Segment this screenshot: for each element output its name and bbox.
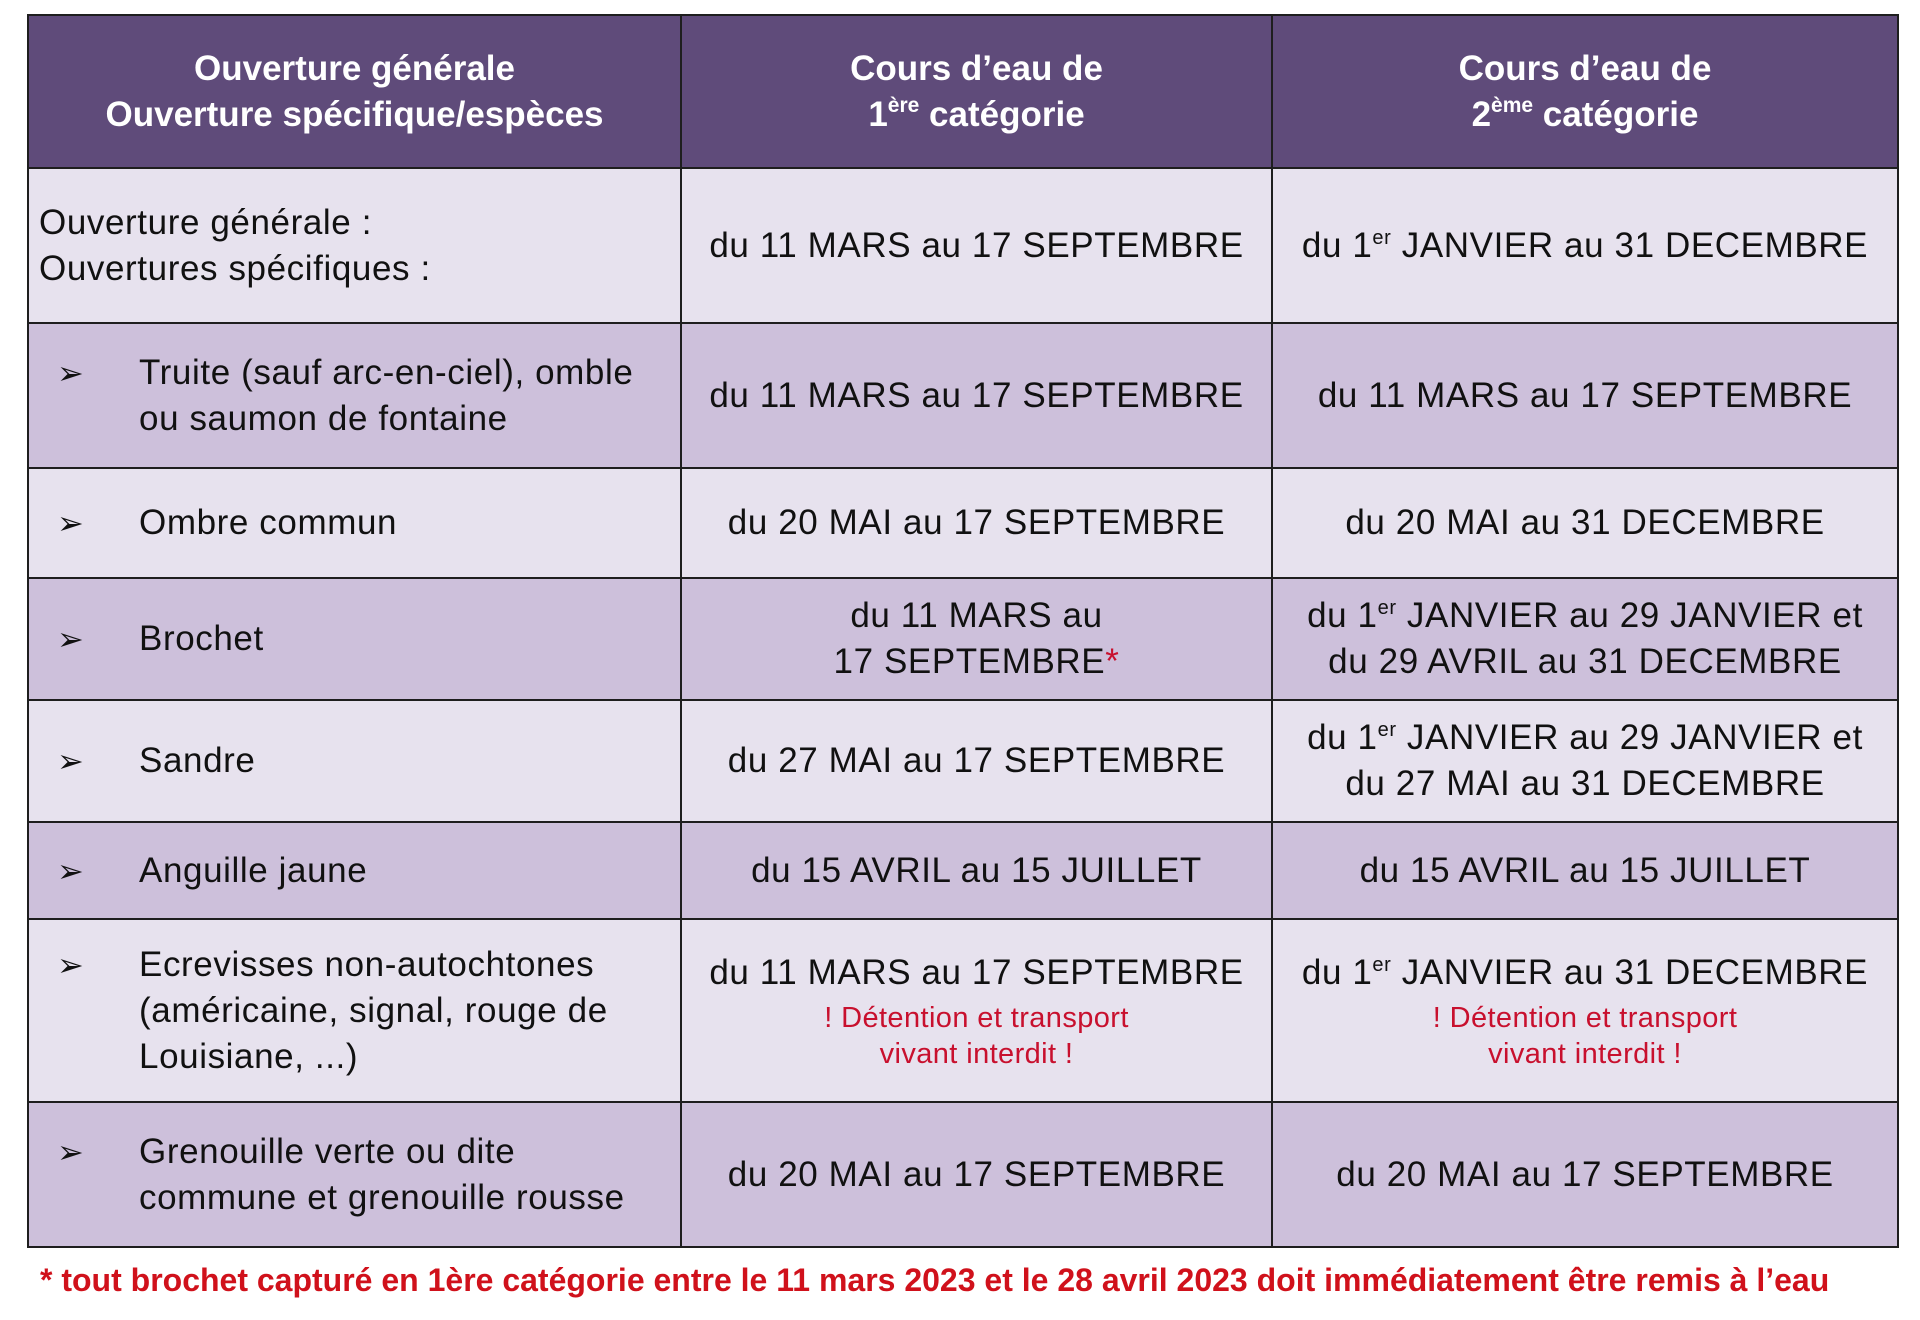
bullet-arrow-icon: ➢ [57, 354, 85, 391]
cat2-warning-text [1273, 1000, 1897, 1072]
table-row-grenouille [28, 1102, 1898, 1247]
cat2-period [1272, 578, 1898, 700]
fishing-opening-table [27, 14, 1899, 1248]
cat2-pre: du 1 [1307, 596, 1378, 635]
species-name-line2: ou saumon de fontaine [139, 398, 508, 438]
header-cat2-line1: Cours d’eau de [1458, 48, 1712, 88]
cat1-period-line2: 17 SEPTEMBRE [833, 642, 1106, 681]
table-row-anguille [28, 822, 1898, 919]
cat2-post: JANVIER au 31 DECEMBRE [1391, 952, 1869, 992]
cat1-period: du 20 MAI au 17 SEPTEMBRE [681, 1102, 1272, 1247]
cat2-period: du 20 MAI au 31 DECEMBRE [1272, 468, 1898, 578]
cat1-period [681, 578, 1272, 700]
species-cell [28, 919, 681, 1102]
cat2-period: du 11 MARS au 17 SEPTEMBRE [1272, 323, 1898, 468]
header-cat1-word: catégorie [929, 94, 1085, 134]
table-row-sandre [28, 700, 1898, 822]
cat1-period-line1: du 11 MARS au [850, 596, 1103, 635]
cat2-pre: du 1 [1307, 718, 1378, 757]
cat1-period: du 20 MAI au 17 SEPTEMBRE [681, 468, 1272, 578]
table-row-ecrevisses [28, 919, 1898, 1102]
general-cat2-pre: du 1 [1301, 225, 1373, 265]
warning-line1: ! Détention et transport [824, 1001, 1129, 1034]
bullet-arrow-icon: ➢ [57, 852, 85, 889]
header-cat2-word: catégorie [1542, 94, 1699, 134]
warning-line2: vivant interdit ! [1488, 1037, 1682, 1070]
bullet-arrow-icon: ➢ [57, 505, 85, 541]
footnote-brochet: * tout brochet capturé en 1ère catégorie entre le 11 mars 2023 et le 28 avril 2023 doit immédiatement être remis à l’eau [40, 1262, 1830, 1298]
species-name-line1: Truite (sauf arc-en-ciel), omble [139, 352, 634, 392]
cat2-period-line2: du 27 MAI au 31 DECEMBRE [1345, 764, 1825, 803]
header-opening-line2: Ouverture spécifique/espèces [105, 94, 604, 134]
header-opening-line1: Ouverture générale [194, 48, 515, 88]
cat1-period: du 11 MARS au 17 SEPTEMBRE [681, 323, 1272, 468]
species-name-line2: (américaine, signal, rouge de [139, 990, 608, 1030]
header-cat1-line1: Cours d’eau de [850, 48, 1103, 88]
cat1-period-text: du 11 MARS au 17 SEPTEMBRE [709, 952, 1244, 992]
species-name-line3: Louisiane, ...) [139, 1036, 359, 1076]
cat2-pre: du 1 [1301, 952, 1373, 992]
header-cat1-sup: ère [887, 93, 920, 117]
species-cell [28, 1102, 681, 1247]
warning-line2: vivant interdit ! [879, 1037, 1074, 1070]
species-name: Brochet [139, 619, 264, 658]
species-name-line1: Grenouille verte ou dite [139, 1131, 516, 1171]
bullet-arrow-icon: ➢ [57, 1133, 85, 1170]
cat2-line1-post: JANVIER au 29 JANVIER et [1396, 718, 1863, 757]
bullet-arrow-icon: ➢ [57, 621, 85, 657]
cat2-period [1272, 700, 1898, 822]
general-cat2-period [1272, 168, 1898, 323]
table-row-general [28, 168, 1898, 323]
species-cell [28, 578, 681, 700]
species-cell [28, 323, 681, 468]
general-label-line2: Ouvertures spécifiques : [39, 248, 431, 288]
header-row [28, 15, 1898, 168]
footnote-star: * [1105, 642, 1120, 681]
warning-line1: ! Détention et transport [1432, 1001, 1738, 1034]
cat2-line1-post: JANVIER au 29 JANVIER et [1396, 596, 1863, 635]
species-name: Sandre [139, 741, 256, 780]
header-category-2 [1272, 15, 1898, 168]
bullet-arrow-icon: ➢ [57, 946, 85, 983]
species-name: Ombre commun [139, 503, 398, 542]
species-name-line2: commune et grenouille rousse [139, 1177, 625, 1217]
species-name: Anguille jaune [139, 850, 368, 890]
species-cell [28, 468, 681, 578]
general-cat2-post: JANVIER au 31 DECEMBRE [1391, 225, 1869, 265]
header-cat2-sup: ème [1491, 93, 1534, 117]
header-cat1-num: 1 [868, 94, 888, 134]
cat2-period: du 15 AVRIL au 15 JUILLET [1272, 822, 1898, 919]
cat2-sup: er [1377, 597, 1397, 619]
species-name-line1: Ecrevisses non-autochtones [139, 944, 595, 984]
species-cell [28, 700, 681, 822]
bullet-arrow-icon: ➢ [57, 743, 85, 779]
cat2-period: du 20 MAI au 17 SEPTEMBRE [1272, 1102, 1898, 1247]
cat2-sup: er [1377, 719, 1397, 741]
general-label-line1: Ouverture générale : [39, 202, 373, 242]
cat1-warning-text [682, 1000, 1271, 1072]
general-cat2-sup: er [1372, 226, 1392, 249]
cat2-period-line2: du 29 AVRIL au 31 DECEMBRE [1328, 642, 1842, 681]
cat1-period: du 27 MAI au 17 SEPTEMBRE [681, 700, 1272, 822]
table-row-truite [28, 323, 1898, 468]
header-cat2-num: 2 [1471, 94, 1492, 134]
cat2-sup: er [1372, 953, 1392, 976]
cat1-period [681, 919, 1272, 1102]
cat1-period: du 15 AVRIL au 15 JUILLET [681, 822, 1272, 919]
header-opening-type [28, 15, 681, 168]
cat2-period [1272, 919, 1898, 1102]
general-label-cell [28, 168, 681, 323]
species-cell [28, 822, 681, 919]
table-row-brochet [28, 578, 1898, 700]
header-category-1 [681, 15, 1272, 168]
general-cat1-period: du 11 MARS au 17 SEPTEMBRE [681, 168, 1272, 323]
table-row-ombre [28, 468, 1898, 578]
